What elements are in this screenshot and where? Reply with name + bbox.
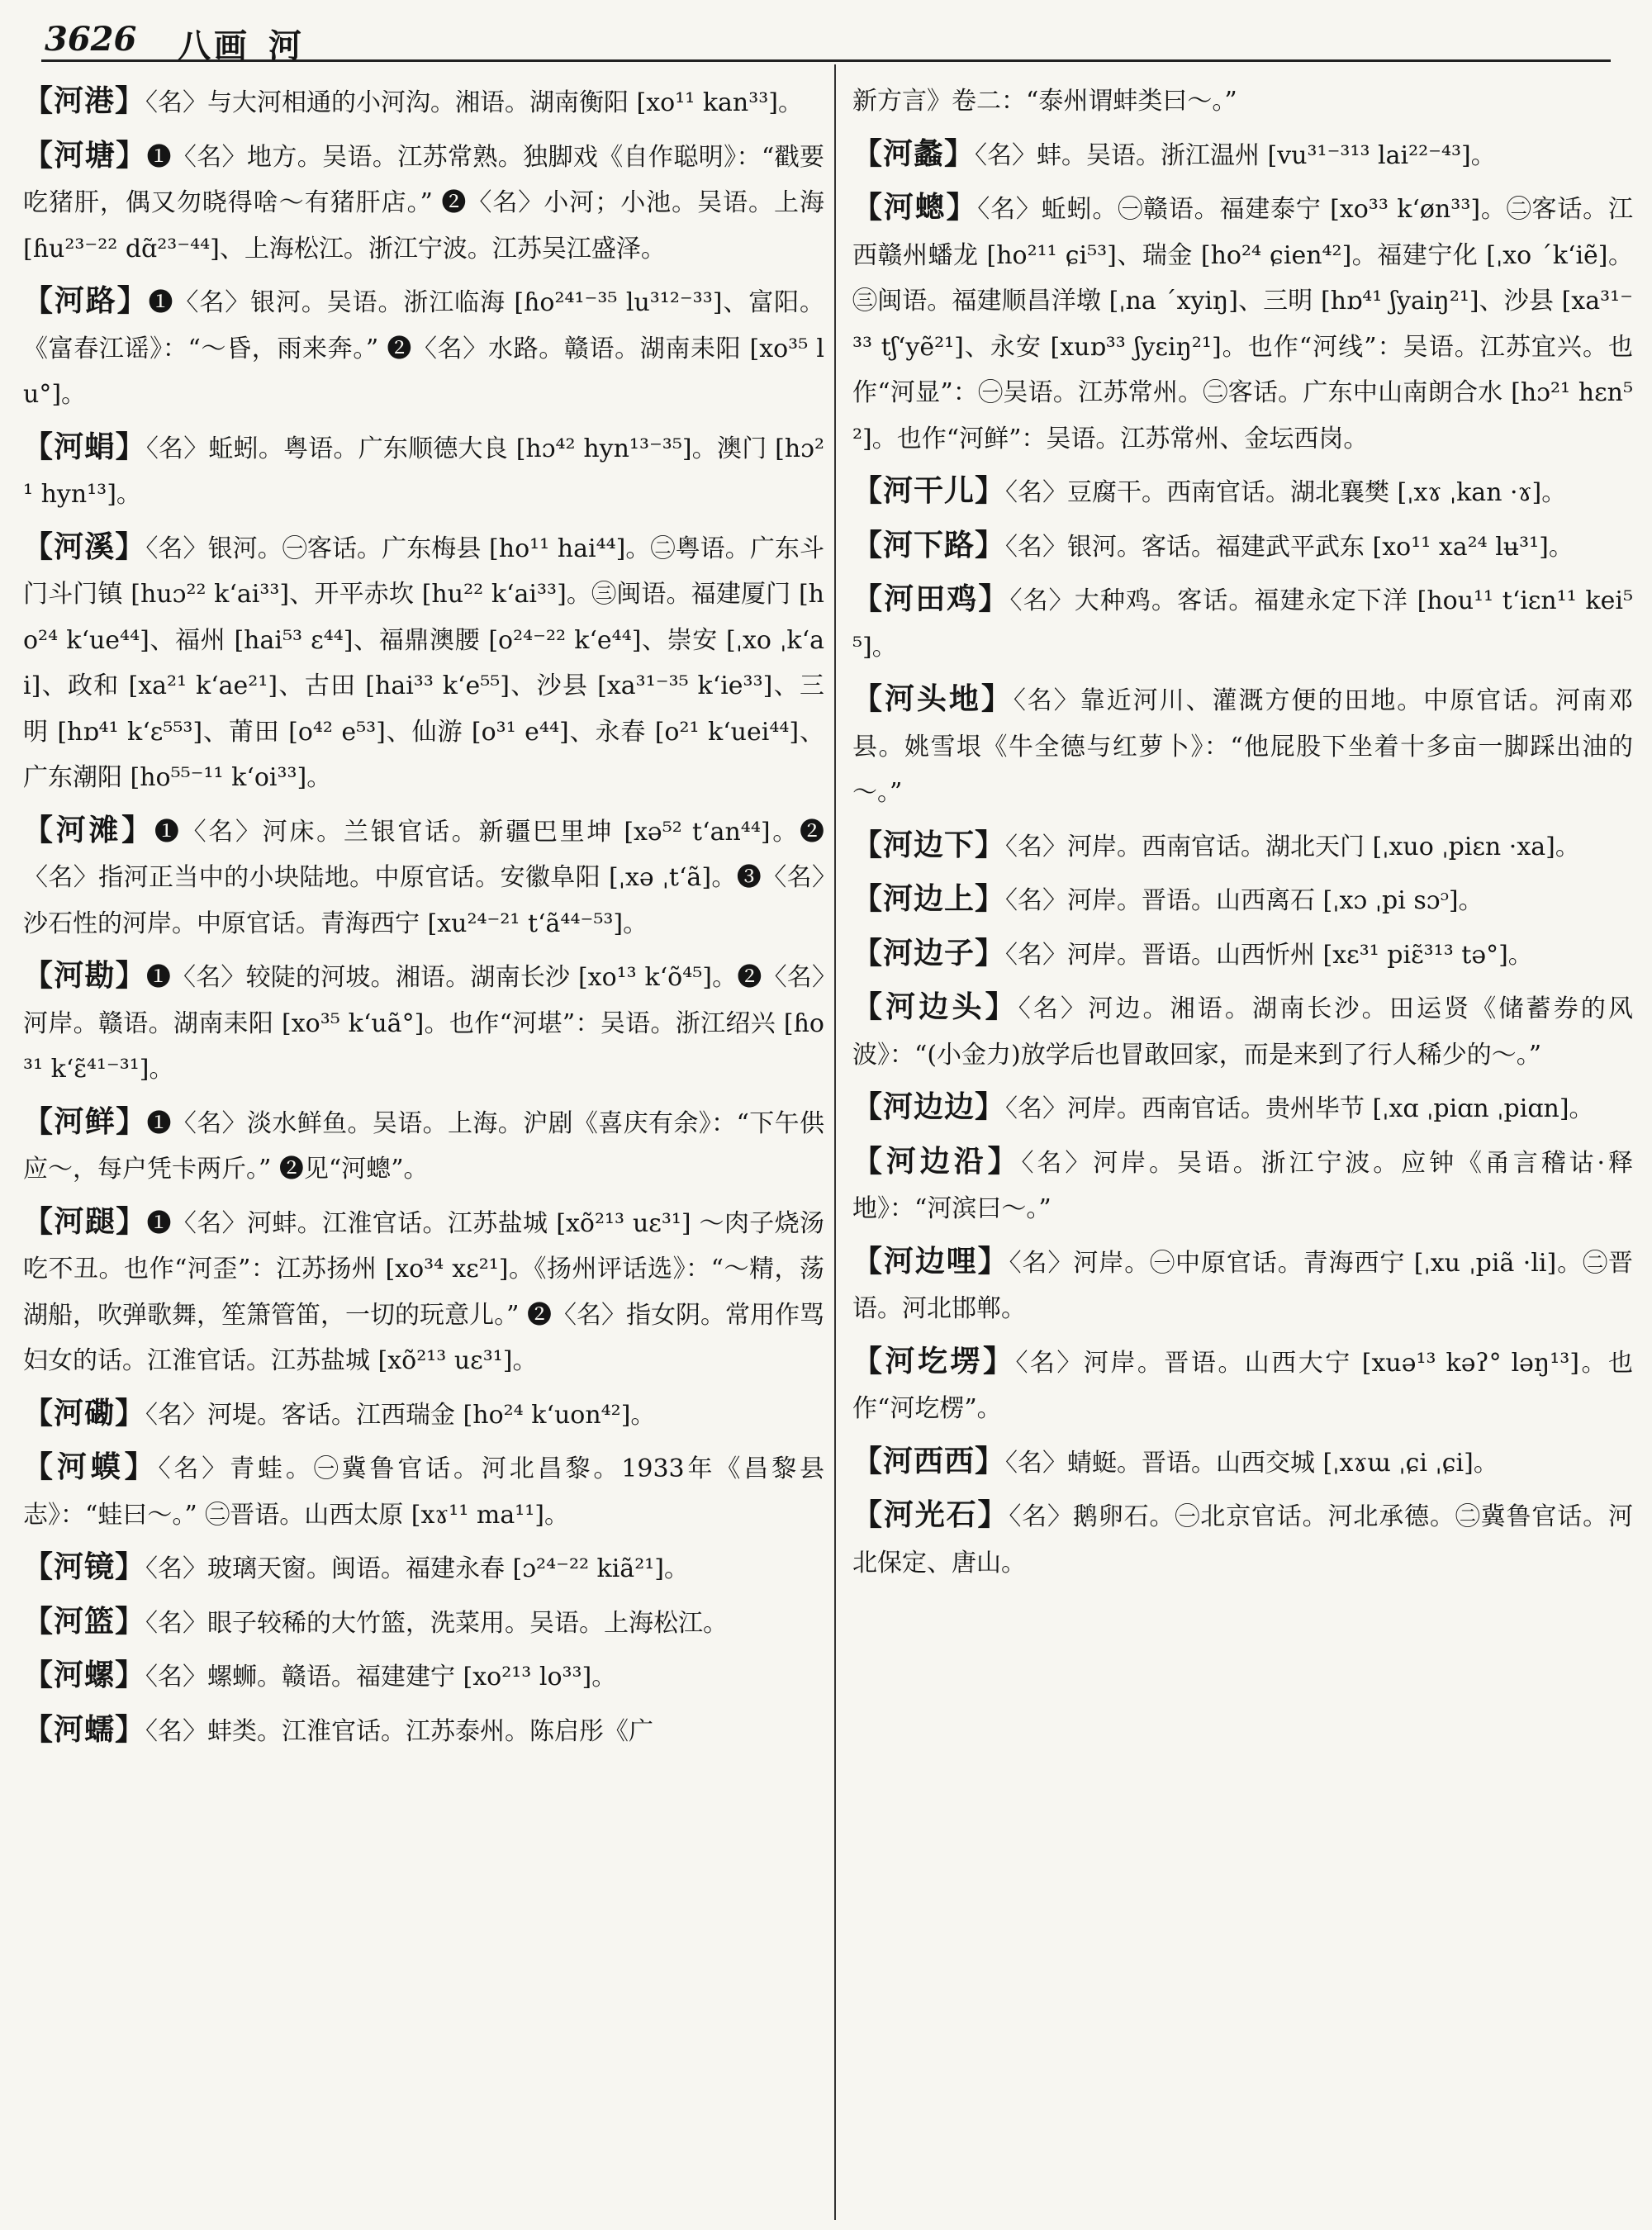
entry-headword: 【河溪】 [23,529,146,564]
entry-headword: 【河边哩】 [852,1243,1009,1279]
entry-definition: 〈名〉河岸。晋语。山西大宁 [xuə¹³ kəʔ° ləŋ¹³]。也作“河圪楞”。 [852,1348,1633,1423]
dictionary-entry [23,808,824,947]
dictionary-entry [23,1391,824,1439]
dictionary-entry [852,931,1633,979]
entry-definition: ❶〈名〉较陡的河坡。湘语。湖南长沙 [xo¹³ k‘õ⁴⁵]。❷〈名〉河岸。赣语。湖南耒阳 [xo³⁵ k‘uã°]。也作“河堪”：吴语。浙江绍兴 [ɦo³¹ k‘ɛ̃⁴¹⁻³¹]。 [23,963,824,1084]
entry-headword: 【河篮】 [23,1603,146,1639]
dictionary-entry [852,985,1633,1078]
entry-definition: ❶〈名〉河床。兰银官话。新疆巴里坤 [xə⁵² t‘an⁴⁴]。❷〈名〉指河正当中的小块陆地。中原官话。安徽阜阳 [ˌxə ˌt‘ã]。❸〈名〉沙石性的河岸。中原官话。青海西宁 [xu²⁴⁻²¹ t‘ã⁴⁴⁻⁵³]。 [23,817,824,938]
dictionary-entry [23,1199,824,1384]
dictionary-entry [23,78,824,126]
entry-headword: 【河光石】 [852,1497,1009,1532]
entry-headword: 【河镜】 [23,1549,146,1584]
dictionary-entry [23,524,824,801]
entry-definition: 〈名〉河堤。客话。江西瑞金 [ho²⁴ k‘uon⁴²]。 [145,1400,656,1430]
entry-definition: 〈名〉河岸。西南官话。湖北天门 [ˌxuo ˌpiɛn ·xa]。 [1005,832,1580,861]
page-header [41,18,1611,65]
entry-definition: 〈名〉大种鸡。客话。福建永定下洋 [hou¹¹ t‘iɛn¹¹ kei⁵⁵]。 [852,586,1633,662]
entry-definition: 〈名〉玻璃天窗。闽语。福建永春 [ɔ²⁴⁻²² kiã²¹]。 [145,1554,689,1583]
entry-headword: 【河蟌】 [852,190,978,225]
entry-headword: 【河圪塄】 [852,1343,1016,1378]
dictionary-entry [23,1707,824,1755]
dictionary-entry [852,523,1633,571]
entry-definition: 〈名〉蜻蜓。晋语。山西交城 [ˌxɤɯ ˌɕi ˌɕi]。 [1005,1448,1498,1478]
entry-headword: 【河蜎】 [23,429,146,464]
left-column [23,78,824,1761]
entry-definition: 〈名〉河岸。晋语。山西忻州 [xɛ³¹ piɛ̃³¹³ tə°]。 [1005,940,1533,970]
continuation-text: 新方言》卷二：“泰州谓蚌类曰～。” [852,87,1237,116]
dictionary-entry [23,425,824,518]
column-divider [834,64,836,2220]
dictionary-entry [23,1544,824,1592]
dictionary-entry [852,1339,1633,1432]
entry-headword: 【河干儿】 [852,473,1006,508]
entry-definition: 〈名〉蚌。吴语。浙江温州 [vu³¹⁻³¹³ lai²²⁻⁴³]。 [975,140,1496,170]
dictionary-entry [23,1445,824,1538]
entry-definition: 〈名〉蚯蚓。㊀赣语。福建泰宁 [xo³³ k‘øn³³]。㊁客话。江西赣州蟠龙 [ho²¹¹ ɕi⁵³]、瑞金 [ho²⁴ ɕien⁴²]。福建宁化 [ˌxo ˊk‘iẽ]。㊂闽语。福建顺昌洋墩 [ˌna ˊxyiŋ]、三明 [hɒ⁴¹ ʃyaiŋ²¹]、沙县 [xa³¹⁻³³ tʃ‘yẽ²¹]、永安 [xuɒ³³ ʃyɛiŋ²¹]。也作“河线”：吴语。江苏宜兴。也作“河显”：㊀吴语。江苏常州。㊁客话。广东中山南朗合水 [hɔ²¹ hɛn⁵²]。也作“河鲜”：吴语。江苏常州、金坛西岗。 [852,195,1633,453]
entry-definition: ❶〈名〉地方。吴语。江苏常熟。独脚戏《自作聪明》：“戳要吃猪肝，偶又勿晓得啥～有猪肝店。” ❷〈名〉小河；小池。吴语。上海 [ɦu²³⁻²² dɑ̃²³⁻⁴⁴]、上海松江。浙江宁波。江苏吴江盛泽。 [23,142,824,263]
entry-headword: 【河田鸡】 [852,581,1010,616]
dictionary-entry [852,876,1633,924]
entry-headword: 【河头地】 [852,681,1014,716]
entry-definition: ❶〈名〉银河。吴语。浙江临海 [ɦo²⁴¹⁻³⁵ lu³¹²⁻³³]、富阳。《富春江谣》：“～昏，雨来奔。” ❷〈名〉水路。赣语。湖南耒阳 [xo³⁵ lu°]。 [23,288,824,409]
dictionary-entry [852,676,1633,816]
dictionary-entry [23,1099,824,1193]
entry-headword: 【河塘】 [23,137,147,173]
entry-headword: 【河蹆】 [23,1203,147,1239]
dictionary-entry [23,278,824,418]
dictionary-entry [852,1439,1633,1487]
entry-definition: ❶〈名〉河蚌。江淮官话。江苏盐城 [xõ²¹³ uɛ³¹] ～肉子烧汤吃不丑。也作“河歪”：江苏扬州 [xo³⁴ xɛ²¹]。《扬州评话选》：“～精，荡湖船，吹弹歌舞，笙箫管笛，一切的玩意儿。” ❷〈名〉指女阴。常用作骂妇女的话。江淮官话。江苏盐城 [xõ²¹³ uɛ³¹]。 [23,1208,824,1375]
dictionary-entry [23,1653,824,1701]
entry-definition: 〈名〉河岸。吴语。浙江宁波。应钟《甬言稽诂·释地》：“河滨曰～。” [852,1148,1633,1223]
entry-definition: 〈名〉银河。㊀客话。广东梅县 [ho¹¹ hai⁴⁴]。㊁粤语。广东斗门斗门镇 [huɔ²² k‘ai³³]、开平赤坎 [hu²² k‘ai³³]。㊂闽语。福建厦门 [ho²⁴ k‘ue⁴⁴]、福州 [hai⁵³ ɛ⁴⁴]、福鼎澳腰 [o²⁴⁻²² k‘e⁴⁴]、崇安 [ˌxo ˌk‘ai]、政和 [xa²¹ k‘ae²¹]、古田 [hai³³ k‘e⁵⁵]、沙县 [xa³¹⁻³⁵ k‘ie³³]、三明 [hɒ⁴¹ k‘ɛ⁵⁵³]、莆田 [o⁴² e⁵³]、仙游 [o³¹ e⁴⁴]、永春 [o²¹ k‘uei⁴⁴]、广东潮阳 [ho⁵⁵⁻¹¹ k‘oi³³]。 [23,534,824,792]
dictionary-entry [852,131,1633,179]
entry-definition: 〈名〉蚌类。江淮官话。江苏泰州。陈启彤《广 [145,1716,654,1746]
entry-definition: 〈名〉河岸。晋语。山西离石 [ˌxɔ ˌpi sɔᵓ]。 [1005,886,1483,915]
dictionary-entry [852,1084,1633,1132]
entry-headword: 【河边下】 [852,827,1006,862]
entry-definition: 〈名〉河岸。㊀中原官话。青海西宁 [ˌxu ˌpiã ·li]。㊁晋语。河北邯郸。 [852,1248,1633,1323]
entry-headword: 【河下路】 [852,527,1006,562]
entry-headword: 【河边子】 [852,935,1006,970]
right-column [852,78,1633,1592]
entry-definition: 〈名〉靠近河川、灌溉方便的田地。中原官话。河南邓县。姚雪垠《牛全德与红萝卜》：“他屁股下坐着十多亩一脚踩出油的～。” [852,686,1633,807]
dictionary-entry [852,576,1633,670]
entry-headword: 【河蟆】 [23,1450,159,1484]
entry-headword: 【河边沿】 [852,1143,1022,1179]
entry-headword: 【河滩】 [23,812,154,847]
entry-definition: 〈名〉眼子较稀的大竹篮，洗菜用。吴语。上海松江。 [145,1608,729,1638]
entry-definition: 〈名〉银河。客话。福建武平武东 [xo¹¹ xa²⁴ lʉ³¹]。 [1005,532,1574,562]
entry-definition: 〈名〉河边。湘语。湖南长沙。田运贤《储蓄券的风波》：“(小金力)放学后也冒敢回家，而是来到了行人稀少的～。” [852,994,1633,1070]
entry-headword: 【河蠕】 [23,1711,146,1747]
dictionary-entry [23,1599,824,1647]
dictionary-entry [852,823,1633,871]
entry-headword: 【河蠡】 [852,135,976,171]
entry-headword: 【河路】 [23,283,149,318]
entry-definition: ❶〈名〉淡水鲜鱼。吴语。上海。沪剧《喜庆有余》：“下午供应～，每户凭卡两斤。” ❷见“河蟌”。 [23,1108,824,1184]
dictionary-entry [852,1139,1633,1232]
entry-headword: 【河螺】 [23,1658,146,1692]
entry-headword: 【河西西】 [852,1443,1006,1478]
entry-definition: 〈名〉豆腐干。西南官话。湖北襄樊 [ˌxɤ ˌkan ·ɤ]。 [1005,478,1567,507]
entry-headword: 【河港】 [23,83,146,118]
entry-headword: 【河边头】 [852,989,1018,1024]
page-number: 3626 [45,20,137,59]
dictionary-entry [23,133,824,273]
entry-headword: 【河磡】 [23,1395,146,1431]
index-character: 河 [268,26,301,65]
dictionary-entry [23,953,824,1093]
entry-definition: 〈名〉蚯蚓。粤语。广东顺德大良 [hɔ⁴² hyn¹³⁻³⁵]。澳门 [hɔ²¹ hyn¹³]。 [23,434,824,509]
dictionary-entry [852,468,1633,516]
entry-headword: 【河边上】 [852,881,1006,916]
entry-definition: 〈名〉河岸。西南官话。贵州毕节 [ˌxɑ ˌpiɑn ˌpiɑn]。 [1005,1094,1594,1123]
entry-definition: 〈名〉与大河相通的小河沟。湘语。湖南衡阳 [xo¹¹ kan³³]。 [145,88,803,117]
section-label: 八画 [178,26,250,65]
entry-headword: 【河边边】 [852,1089,1006,1124]
entry-headword: 【河鲜】 [23,1103,147,1139]
entry-headword: 【河勘】 [23,958,146,993]
dictionary-entry [852,185,1633,462]
dictionary-entry [852,1239,1633,1332]
entry-definition: 〈名〉螺蛳。赣语。福建建宁 [xo²¹³ lo³³]。 [145,1663,617,1691]
dictionary-entry [852,1492,1633,1586]
entry-definition: 〈名〉鹅卵石。㊀北京官话。河北承德。㊁冀鲁官话。河北保定、唐山。 [852,1502,1633,1578]
entry-definition: 〈名〉青蛙。㊀冀鲁官话。河北昌黎。1933年《昌黎县志》：“蛙曰～。” ㊁晋语。山西太原 [xɤ¹¹ ma¹¹]。 [23,1454,824,1530]
